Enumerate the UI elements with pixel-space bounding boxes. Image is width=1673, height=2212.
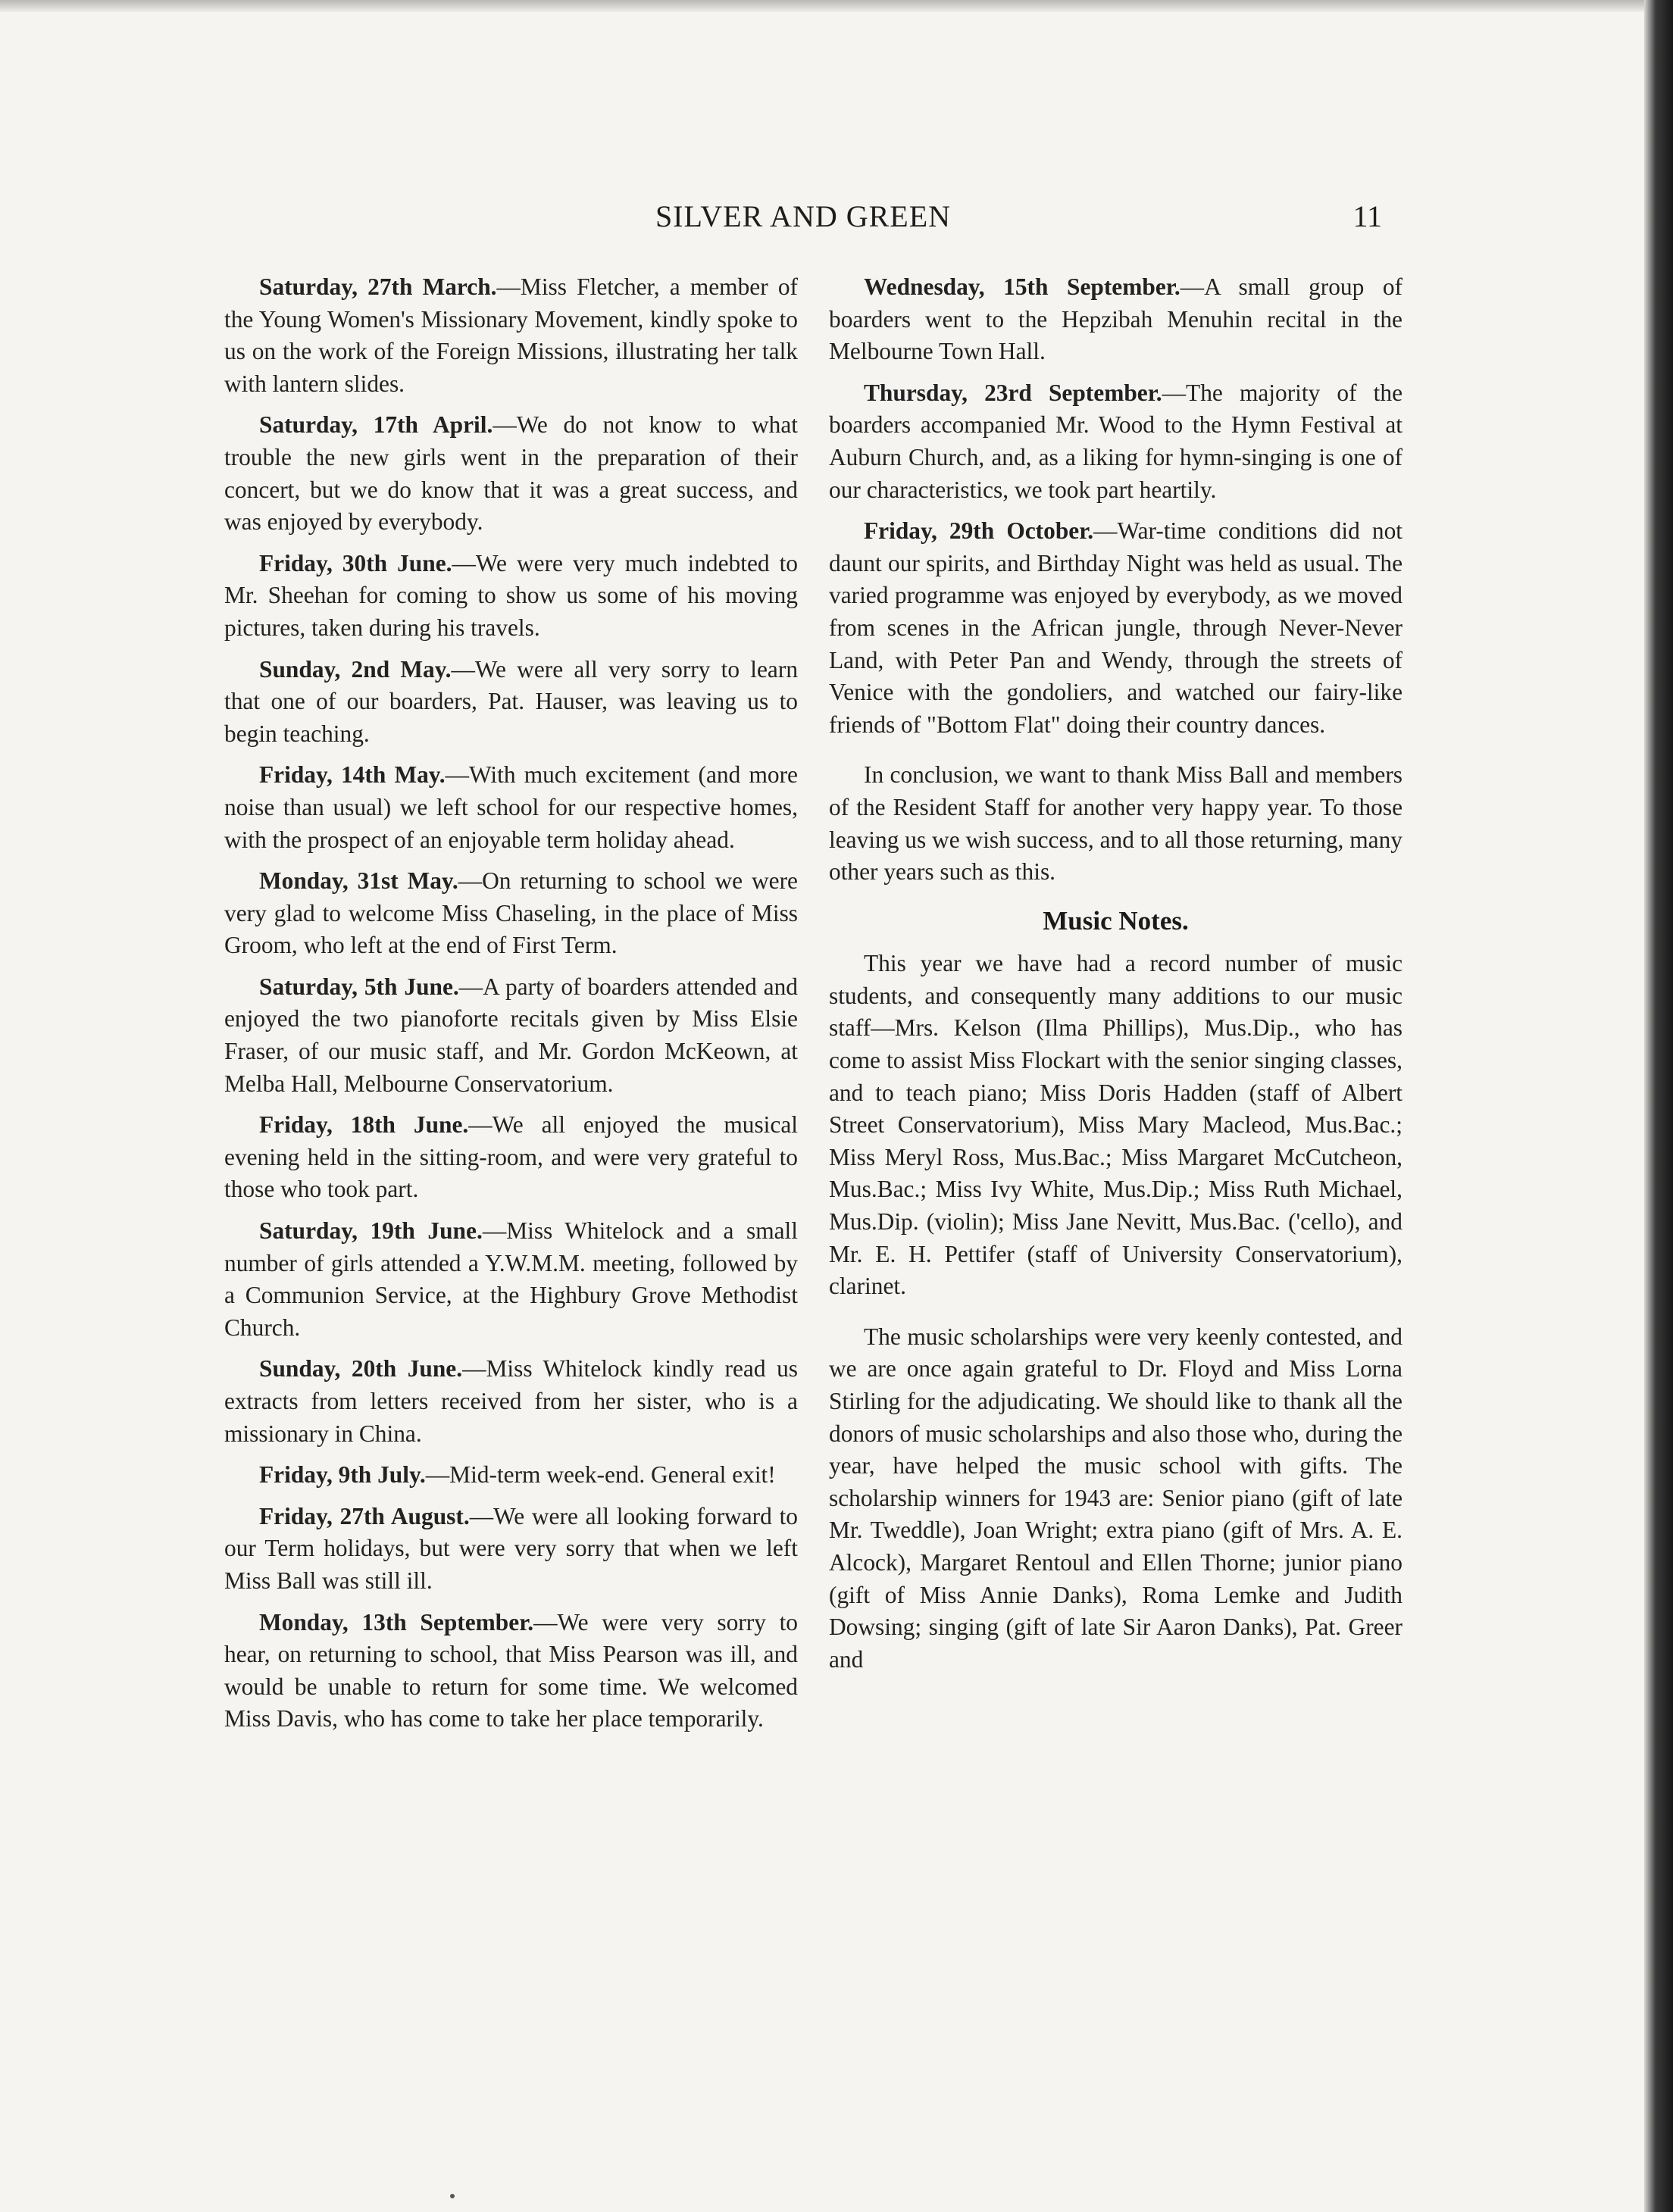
entry-date: Friday, 27th August.: [259, 1502, 470, 1529]
diary-entry: [829, 377, 1403, 506]
diary-entry: [224, 1109, 798, 1206]
entry-text: —A party of boarders attended and enjoyed the two pianoforte recitals given by Miss Elsie Fraser, of our music staff, and Mr. Gordon McKeown, at Melba Hall, Melbourne Conservatorium.: [224, 973, 799, 1097]
diary-entry: [224, 1459, 798, 1492]
entry-date: Friday, 30th June.: [259, 549, 452, 576]
diary-entry: [224, 971, 798, 1100]
left-column: [224, 271, 798, 1745]
diary-entry: [829, 515, 1403, 741]
entry-date: Saturday, 27th March.: [259, 273, 497, 300]
diary-entry: [224, 759, 798, 856]
print-speck: [450, 2194, 455, 2198]
page-number: 11: [1352, 199, 1382, 233]
entry-date: Friday, 29th October.: [864, 517, 1094, 545]
music-notes-heading: Music Notes.: [1043, 905, 1189, 936]
entry-date: Saturday, 19th June.: [259, 1217, 483, 1245]
entry-text: —On returning to school we were very glad to welcome Miss Chaseling, in the place of Miss Groom, who left at the end of First Term.: [224, 867, 798, 959]
entry-date: Friday, 18th June.: [259, 1111, 469, 1139]
entry-date: Thursday, 23rd September.: [864, 379, 1162, 406]
diary-entry: [224, 1215, 798, 1344]
diary-entry: [224, 865, 798, 962]
entry-text: —The majority of the boarders accompanied Mr. Wood to the Hymn Festival at Auburn Church, and, as a liking for hymn-singing is one of our characteristics, we took part heartily.: [829, 379, 1403, 503]
entry-text: —Miss Whitelock kindly read us extracts from letters received from her sister, who is a missionary in China.: [224, 1355, 798, 1447]
diary-entry: [224, 409, 798, 538]
running-title: SILVER AND GREEN: [655, 199, 952, 233]
entry-text: —We all enjoyed the musical evening held in the sitting-room, and were very grateful to those who took part.: [224, 1111, 798, 1203]
entry-text: —We were very sorry to hear, on returning to school, that Miss Pearson was ill, and would be unable to return for some time. We welcomed Miss Davis, who has come to take her place temporarily.: [224, 1608, 798, 1732]
entry-date: Saturday, 5th June.: [259, 973, 459, 1000]
music-paragraph: This year we have had a record number of music students, and consequently many additions to our music staff—Mrs. Kelson (Ilma Phillips), Mus.Dip., who has come to assist Miss Flockart with the senior singing classes, and to teach piano; Miss Doris Hadden (staff of Albert Street Conservatorium), Miss Mary Macleod, Mus.Bac.; Miss Meryl Ross, Mus.Bac.; Miss Margaret McCutcheon, Mus.Bac.; Miss Ivy White, Mus.Dip.; Miss Ruth Michael, Mus.Dip. (violin); Miss Jane Nevitt, Mus.Bac. ('cello), and Mr. E. H. Pettifer (staff of University Conservatorium), clarinet.: [829, 950, 1403, 1300]
entry-date: Sunday, 2nd May.: [259, 655, 452, 683]
entry-date: Wednesday, 15th September.: [864, 273, 1180, 300]
entry-text: —We were all very sorry to learn that one of our boarders, Pat. Hauser, was leaving us to begin teaching.: [224, 655, 799, 747]
entry-text: —We were all looking forward to our Term holidays, but were very sorry that when we left Miss Ball was still ill.: [224, 1502, 798, 1594]
diary-entry: [224, 548, 798, 645]
diary-entry: [224, 1501, 798, 1598]
page-binding-edge: [1644, 0, 1673, 2212]
entry-text: —A small group of boarders went to the Hepzibah Menuhin recital in the Melbourne Town Hall.: [829, 273, 1403, 365]
entry-text: —War-time conditions did not daunt our spirits, and Birthday Night was held as usual. The varied programme was enjoyed by everybody, as we moved from scenes in the African jungle, through Never-Never Land, with Peter Pan and Wendy, through the streets of Venice with the gondoliers, and watched our fairy-like friends of "Bottom Flat" doing their country dances.: [829, 517, 1403, 738]
entry-text: —With much excitement (and more noise than usual) we left school for our respective homes, with the prospect of an enjoyable term holiday ahead.: [224, 761, 798, 853]
entry-date: Friday, 9th July.: [259, 1461, 426, 1489]
music-paragraph: The music scholarships were very keenly contested, and we are once again grateful to Dr. Floyd and Miss Lorna Stirling for the adjudicating. We should like to thank all the donors of music scholarships and also those who, during the year, have helped the music school with gifts. The scholarship winners for 1943 are: Senior piano (gift of late Mr. Tweddle), Joan Wright; extra piano (gift of Mrs. A. E. Alcock), Margaret Rentoul and Ellen Thorne; junior piano (gift of Miss Annie Danks), Roma Lemke and Judith Dowsing; singing (gift of late Sir Aaron Danks), Pat. Greer and: [829, 1323, 1403, 1673]
entry-date: Sunday, 20th June.: [259, 1355, 463, 1382]
entry-text: —We were very much indebted to Mr. Sheehan for coming to show us some of his moving pictures, taken during his travels.: [224, 549, 799, 641]
diary-entry: [829, 271, 1403, 368]
entry-text: —Mid-term week-end. General exit!: [425, 1461, 776, 1489]
running-header: [224, 198, 1382, 244]
diary-entry: [224, 271, 798, 400]
right-column: [829, 271, 1403, 1685]
diary-entry: [224, 654, 798, 751]
entry-text: —Miss Fletcher, a member of the Young Women's Missionary Movement, kindly spoke to us on the work of the Foreign Missions, illustrating her talk with lantern slides.: [224, 273, 798, 397]
entry-text: —Miss Whitelock and a small number of girls attended a Y.W.M.M. meeting, followed by a Communion Service, at the Highbury Grove Methodist Church.: [224, 1217, 798, 1341]
diary-entry: [224, 1353, 798, 1450]
entry-date: Monday, 31st May.: [259, 867, 458, 895]
entry-date: Monday, 13th September.: [259, 1608, 534, 1636]
entry-date: Friday, 14th May.: [259, 761, 446, 789]
entry-text: —We do not know to what trouble the new girls went in the preparation of their concert, but we do know that it was a great success, and was enjoyed by everybody.: [224, 411, 798, 536]
page-top-edge: [0, 0, 1644, 12]
entry-date: Saturday, 17th April.: [259, 411, 493, 439]
conclusion-paragraph: In conclusion, we want to thank Miss Ball and members of the Resident Staff for another very happy year. To those leaving us we wish success, and to all those returning, many other years such as this.: [829, 761, 1403, 886]
diary-entry: [224, 1607, 798, 1736]
